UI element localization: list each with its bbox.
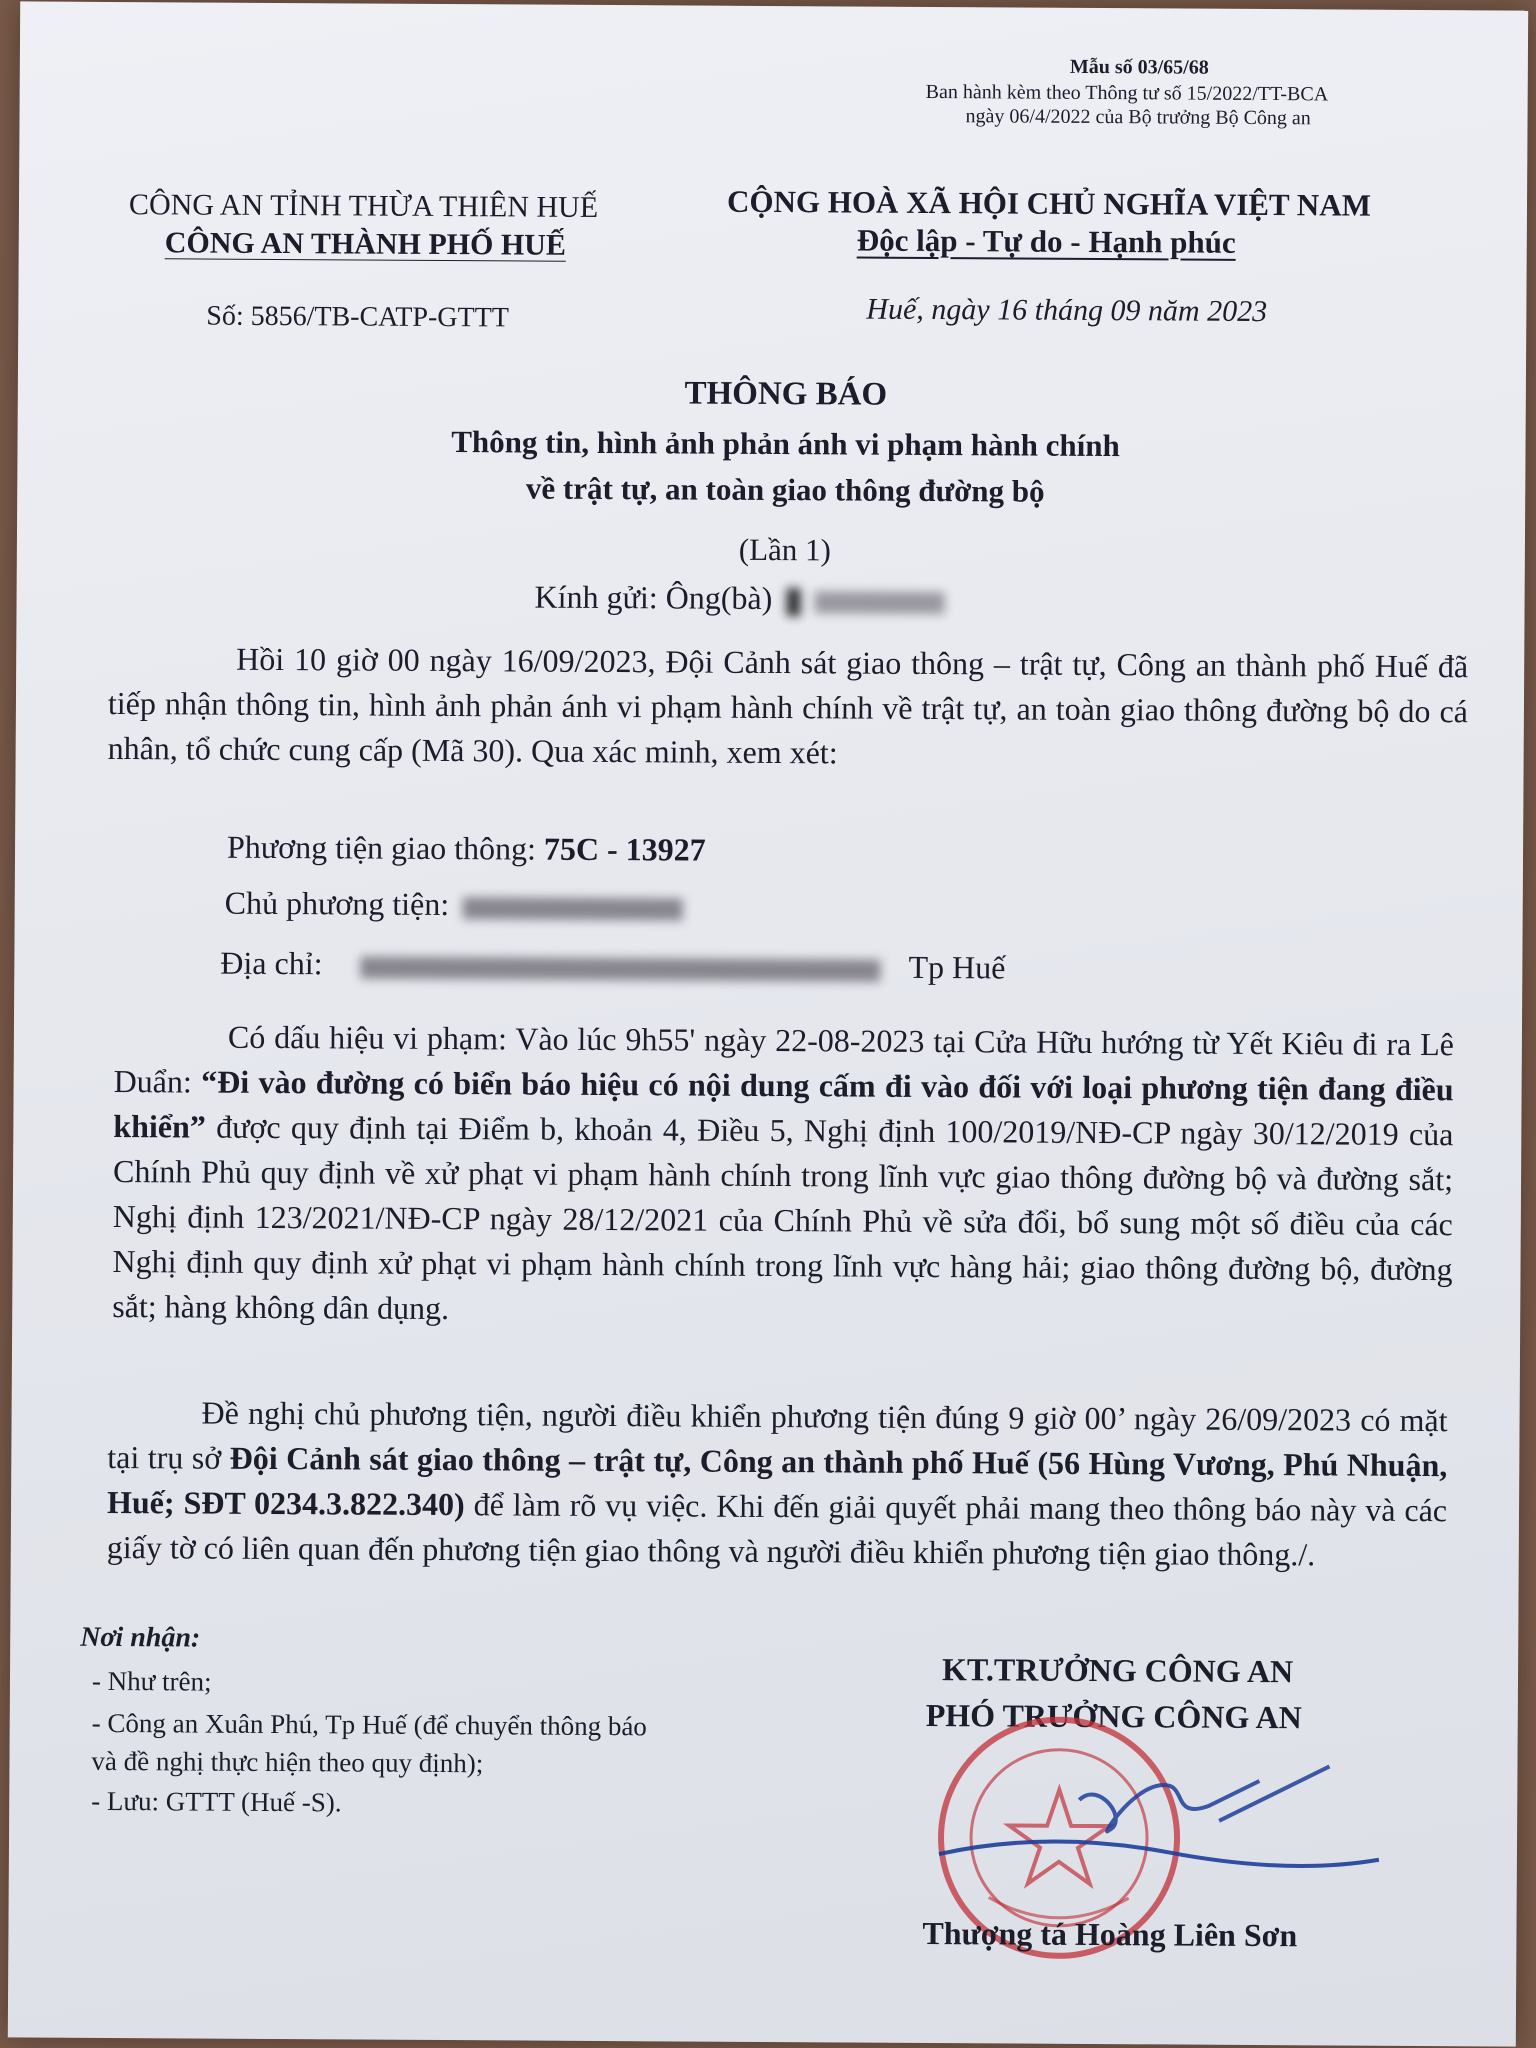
violation-intro: Có dấu hiệu vi phạm: Vào lúc 9h55' ngày 22-08-2023 tại Cửa Hữu hướng từ Yết Kiêu đi ra Lê Duẩn: [113,1018,1454,1100]
document-subtitle-1: Thông tin, hình ảnh phản ánh vi phạm hành chính [451,424,1120,464]
national-motto: Độc lập - Tự do - Hạnh phúc [856,222,1236,260]
address-city: Tp Huế [908,948,1006,986]
recipient-label: Kính gửi: Ông(bà) [534,578,773,617]
redacted-name [814,591,944,614]
form-code: Mẫu số 03/65/68 [1069,55,1209,79]
handwritten-signature-icon [929,1759,1390,1882]
recipient-line [534,579,944,619]
signature-title-1: KT.TRƯỞNG CÔNG AN [941,1651,1294,1690]
violation-legal-basis: được quy định tại Điểm b, khoản 4, Điều 5, Nghị định 100/2019/NĐ-CP ngày 30/12/2019 của Chính Phủ quy định về xử phạt vi phạm hành chính trong lĩnh vực giao thông đường bộ và đường sắt; Nghị định 123/2021/NĐ-CP ngày 28/12/2021 của Chính Phủ về sửa đổi, bổ sung một số điều của các Nghị định quy định xử phạt vi phạm hành chính trong lĩnh vực hàng hải; giao thông đường bộ, đường sắt; hàng không dân dụng. [112,1108,1454,1327]
document-page [8,1,1528,2046]
request-office: Đội Cảnh sát giao thông – trật tự, Công an thành phố Huế (56 Hùng Vương, Phú Nhuận, Huế; SĐT 0234.3.822.340) [106,1439,1448,1523]
address-label: Địa chỉ: [220,944,323,982]
document-title: THÔNG BÁO [684,375,888,413]
document-date: Huế, ngày 16 tháng 09 năm 2023 [866,292,1268,329]
paragraph-violation [112,1014,1454,1337]
recipients-heading: Nơi nhận: [80,1621,201,1654]
signer-name: Thượng tá Hoàng Liên Sơn [922,1914,1298,1954]
vehicle-field [227,829,706,869]
document-subtitle-2: về trật tự, an toàn giao thông đường bộ [525,470,1045,509]
vehicle-plate: 75C - 13927 [543,830,706,868]
paragraph-intro: Hồi 10 giờ 00 ngày 16/09/2023, Đội Cảnh sát giao thông – trật tự, Công an thành phố Huế đã tiếp nhận thông tin, hình ảnh phản ánh vi phạm hành chính về trật tự, an toàn giao thông đường bộ do cá nhân, tổ chức cung cấp (Mã 30). Qua xác minh, xem xét: [107,640,1469,771]
agency-parent: CÔNG AN TỈNH THỪA THIÊN HUẾ [128,188,599,224]
signature-title-2: PHÓ TRƯỞNG CÔNG AN [925,1696,1302,1736]
violation-description: “Đi vào đường có biển báo hiệu có nội dung cấm đi vào đối với loại phương tiện đang điều khiển” [113,1063,1454,1145]
owner-label: Chủ phương tiện: [224,884,450,923]
redacted-owner [463,897,683,920]
redacted-address [360,956,880,981]
address-field [220,945,1005,987]
request-intro: Đề nghị chủ phương tiện, người điều khiển phương tiện đúng 9 giờ 00’ ngày 26/09/2023 có mặt tại trụ sở [107,1394,1448,1476]
agency-name: CÔNG AN THÀNH PHỐ HUẾ [164,226,567,262]
form-issuance-line: Ban hành kèm theo Thông tư số 15/2022/TT-BCA [925,80,1329,106]
vehicle-label: Phương tiện giao thông: [226,828,545,867]
country-name: CỘNG HOÀ XÃ HỘI CHỦ NGHĨA VIỆT NAM [726,183,1372,223]
recipients-item: - Công an Xuân Phú, Tp Huế (để chuyển thông báo [91,1707,647,1742]
recipients-item: - Lưu: GTTT (Huế -S). [91,1785,342,1818]
recipients-item: và đề nghị thực hiện theo quy định); [91,1745,484,1779]
recipients-item: - Như trên; [91,1665,212,1697]
form-issuance-date: ngày 06/4/2022 của Bộ trưởng Bộ Công an [965,105,1311,130]
document-number: Số: 5856/TB-CATP-GTTT [206,300,509,334]
redacted-name-block [786,588,800,616]
paragraph-request [107,1390,1448,1578]
owner-field [225,885,684,925]
notice-count: (Lần 1) [738,531,832,568]
request-instructions: để làm rõ vụ việc. Khi đến giải quyết phải mang theo thông báo này và các giấy tờ có liên quan đến phương tiện giao thông và người điều khiển phương tiện giao thông./. [106,1486,1448,1573]
